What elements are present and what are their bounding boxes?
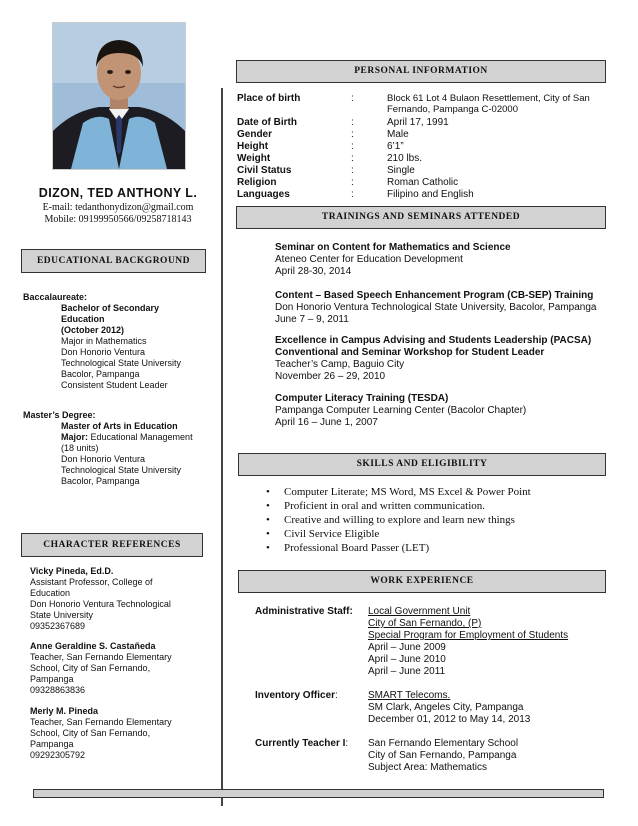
work-line: City of San Fernando, Pampanga xyxy=(368,750,517,761)
masters-line: Technological State University xyxy=(61,465,182,475)
employer-line: Special Program for Employment of Students xyxy=(368,630,569,641)
training-item xyxy=(275,393,625,429)
masters-degree: Master of Arts in Education xyxy=(61,421,178,431)
training-title: Seminar on Content for Mathematics and Science xyxy=(275,242,511,253)
personal-label: Religion xyxy=(237,177,277,188)
personal-label: Date of Birth xyxy=(237,117,297,128)
employer-line: SMART Telecoms. xyxy=(368,690,451,701)
reference-line: School, City of San Fernando, xyxy=(30,728,151,738)
bacc-line: Bacolor, Pampanga xyxy=(61,369,140,379)
personal-label: Place of birth xyxy=(237,93,301,104)
major-label: Major: xyxy=(61,432,88,442)
reference-line: 09328863836 xyxy=(30,685,86,695)
work-line: Subject Area: Mathematics xyxy=(368,762,487,773)
bullet-icon: • xyxy=(266,500,270,512)
skill-item xyxy=(266,513,531,527)
work-line: April – June 2009 xyxy=(368,642,446,653)
training-item xyxy=(275,290,625,326)
bacc-degree-line: Bachelor of Secondary xyxy=(61,303,160,313)
personal-colon: : xyxy=(351,117,354,128)
reference-name: Anne Geraldine S. Castañeda xyxy=(30,641,156,651)
reference-line: State University xyxy=(30,610,94,620)
work-label: Administrative Staff: xyxy=(255,606,353,617)
skill-item xyxy=(266,499,531,513)
work-experience-header: WORK EXPERIENCE xyxy=(238,570,606,593)
bullet-icon: • xyxy=(266,528,270,540)
personal-colon: : xyxy=(351,177,354,188)
masters-label: Master’s Degree: xyxy=(23,410,96,420)
personal-label: Gender xyxy=(237,129,273,140)
personal-value: 210 lbs. xyxy=(387,153,423,164)
personal-label: Civil Status xyxy=(237,165,292,176)
training-line: Don Honorio Ventura Technological State University, Bacolor, Pampanga xyxy=(275,302,597,313)
reference-item xyxy=(30,566,216,632)
reference-name: Merly M. Pineda xyxy=(30,706,99,716)
personal-label: Weight xyxy=(237,153,271,164)
personal-value: Filipino and English xyxy=(387,189,474,200)
personal-value: Block 61 Lot 4 Bulaon Resettlement, City of San Fernando, Pampanga C-02000 xyxy=(387,93,590,115)
skill-text: Civil Service Eligible xyxy=(284,528,380,540)
skill-item xyxy=(266,485,531,499)
reference-item xyxy=(30,706,216,761)
trainings-header: TRAININGS AND SEMINARS ATTENDED xyxy=(236,206,606,229)
personal-info-table xyxy=(237,93,617,203)
work-details xyxy=(368,606,618,678)
training-line: Ateneo Center for Education Development xyxy=(275,254,463,265)
personal-colon: : xyxy=(351,165,354,176)
skill-text: Computer Literate; MS Word, MS Excel & Power Point xyxy=(284,486,531,498)
training-title: Computer Literacy Training (TESDA) xyxy=(275,393,449,404)
bacc-line: Technological State University xyxy=(61,358,182,368)
major-value: Educational Management xyxy=(88,432,193,442)
personal-value: Male xyxy=(387,129,409,140)
training-item xyxy=(275,335,625,383)
reference-line: Education xyxy=(30,588,71,598)
reference-line: School, City of San Fernando, xyxy=(30,663,151,673)
mobile-line: Mobile: 09199950566/09258718143 xyxy=(44,214,192,225)
bacc-line: Major in Mathematics xyxy=(61,336,147,346)
personal-colon: : xyxy=(351,93,354,104)
reference-item xyxy=(30,641,216,696)
work-line: April – June 2010 xyxy=(368,654,446,665)
training-line: Teacher’s Camp, Baguio City xyxy=(275,359,405,370)
bacc-date: (October 2012) xyxy=(61,325,125,335)
email-line: E-mail: tedanthonydizon@gmail.com xyxy=(42,202,194,213)
work-details xyxy=(368,738,618,774)
bullet-icon: • xyxy=(266,514,270,526)
reference-line: Don Honorio Ventura Technological xyxy=(30,599,171,609)
training-item xyxy=(275,242,625,278)
training-line: April 28-30, 2014 xyxy=(275,266,352,277)
reference-line: 09292305792 xyxy=(30,750,86,760)
personal-colon: : xyxy=(351,129,354,140)
training-title: Excellence in Campus Advising and Students Leadership (PACSA) xyxy=(275,335,592,346)
skill-item xyxy=(266,527,531,541)
applicant-name: DIZON, TED ANTHONY L. xyxy=(38,186,198,200)
skill-text: Proficient in oral and written communication. xyxy=(284,500,486,512)
personal-colon: : xyxy=(351,189,354,200)
work-line: San Fernando Elementary School xyxy=(368,738,519,749)
work-label-wrap xyxy=(255,690,338,702)
portrait-image xyxy=(53,23,185,169)
masters-line: (18 units) xyxy=(61,443,99,453)
personal-colon: : xyxy=(351,153,354,164)
personal-value: April 17, 1991 xyxy=(387,117,449,128)
reference-line: 09352367689 xyxy=(30,621,86,631)
reference-name: Vicky Pineda, Ed.D. xyxy=(30,566,114,576)
personal-information-header: PERSONAL INFORMATION xyxy=(236,60,606,83)
skill-item xyxy=(266,541,531,555)
bacc-degree-line: Education xyxy=(61,314,105,324)
work-label-wrap xyxy=(255,738,348,750)
personal-value: 6’1” xyxy=(387,141,404,152)
reference-line: Pampanga xyxy=(30,739,74,749)
skills-list xyxy=(266,485,531,555)
masters-major-line xyxy=(61,432,193,443)
skill-text: Creative and willing to explore and learn new things xyxy=(284,514,515,526)
bacc-line: Consistent Student Leader xyxy=(61,380,168,390)
work-label-colon: : xyxy=(335,690,338,701)
personal-label: Height xyxy=(237,141,269,152)
skills-header: SKILLS AND ELIGIBILITY xyxy=(238,453,606,476)
character-references-header: CHARACTER REFERENCES xyxy=(21,533,203,557)
profile-photo xyxy=(52,22,186,170)
masters-line: Bacolor, Pampanga xyxy=(61,476,140,486)
column-divider xyxy=(221,88,223,806)
footer-bar xyxy=(33,789,604,798)
reference-line: Teacher, San Fernando Elementary xyxy=(30,652,172,662)
educational-background-header: EDUCATIONAL BACKGROUND xyxy=(21,249,206,273)
work-label-colon: : xyxy=(345,738,349,749)
reference-line: Teacher, San Fernando Elementary xyxy=(30,717,172,727)
work-line: December 01, 2012 to May 14, 2013 xyxy=(368,714,531,725)
training-line: June 7 – 9, 2011 xyxy=(275,314,349,325)
reference-line: Pampanga xyxy=(30,674,74,684)
baccalaureate-label: Baccalaureate: xyxy=(23,292,88,302)
work-line: SM Clark, Angeles City, Pampanga xyxy=(368,702,524,713)
training-line: April 16 – June 1, 2007 xyxy=(275,417,378,428)
work-details xyxy=(368,690,618,726)
employer-line: City of San Fernando, (P) xyxy=(368,618,482,629)
work-label: Inventory Officer xyxy=(255,690,336,701)
masters-line: Don Honorio Ventura xyxy=(61,454,146,464)
personal-value: Roman Catholic xyxy=(387,177,459,188)
training-title: Content – Based Speech Enhancement Program (CB-SEP) Training xyxy=(275,290,594,301)
bullet-icon: • xyxy=(266,486,270,498)
skill-text: Professional Board Passer (LET) xyxy=(284,542,430,554)
work-line: April – June 2011 xyxy=(368,666,446,677)
training-line: November 26 – 29, 2010 xyxy=(275,371,386,382)
bacc-line: Don Honorio Ventura xyxy=(61,347,146,357)
training-title: Conventional and Seminar Workshop for Student Leader xyxy=(275,347,545,358)
masters-details xyxy=(61,421,193,487)
employer-line: Local Government Unit xyxy=(368,606,471,617)
reference-line: Assistant Professor, College of xyxy=(30,577,153,587)
personal-colon: : xyxy=(351,141,354,152)
personal-label: Languages xyxy=(237,189,290,200)
personal-value: Single xyxy=(387,165,415,176)
work-label: Currently Teacher I xyxy=(255,738,346,749)
training-line: Pampanga Computer Learning Center (Bacolor Chapter) xyxy=(275,405,527,416)
bullet-icon: • xyxy=(266,542,270,554)
baccalaureate-details xyxy=(61,303,181,391)
